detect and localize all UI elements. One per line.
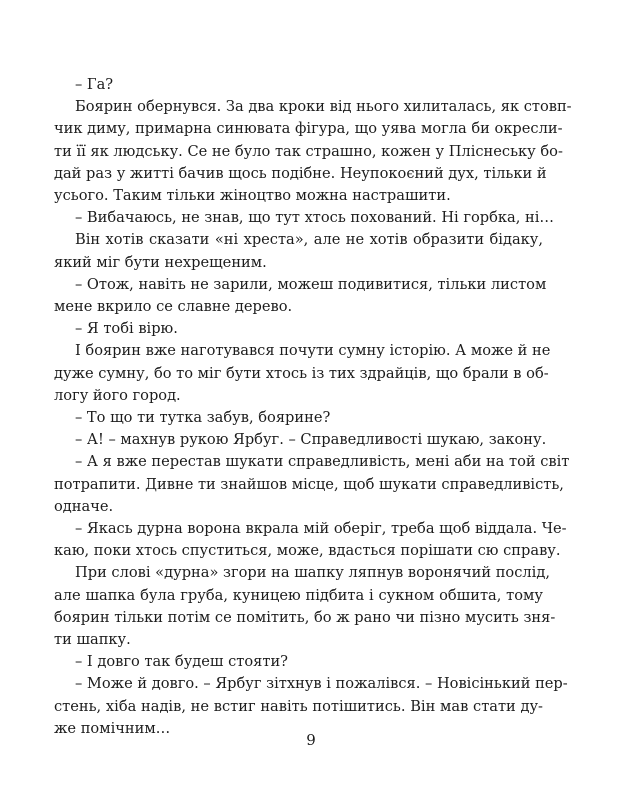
text-line: – А! – махнув рукою Ярбуг. – Справедливості шукаю, закону. [75, 431, 547, 449]
text-line: дай раз у житті бачив щось подібне. Неупокоєний дух, тільки й [54, 164, 547, 182]
text-line: же помічним… [54, 719, 171, 737]
text-line: ти її як людську. Се не було так страшно, кожен у Пліснеську бо- [54, 142, 563, 160]
text-line: І боярин вже наготувався почути сумну історію. А може й не [75, 342, 551, 360]
text-line: дуже сумну, бо то міг бути хтось із тих здрайців, що брали в об- [54, 364, 549, 382]
text-line: ти шапку. [54, 631, 131, 649]
text-line: мене вкрило се славне дерево. [54, 298, 293, 316]
text-line: який міг бути нехрещеним. [54, 253, 267, 271]
text-line: чик диму, примарна синювата фігура, що уява могла би окресли- [54, 120, 563, 138]
text-line: – То що ти тутка забув, боярине? [75, 409, 331, 427]
text-line: При слові «дурна» згори на шапку ляпнув воронячий послід, [75, 564, 550, 582]
body-text [54, 74, 572, 740]
text-line: – Я тобі вірю. [75, 320, 178, 338]
text-line: – Якась дурна ворона вкрала мій оберіг, треба щоб віддала. Че- [75, 520, 567, 538]
text-line: одначе. [54, 497, 114, 515]
text-line: – Вибачаюсь, не знав, що тут хтось похований. Ні горбка, ні… [75, 209, 555, 227]
text-line: боярин тільки потім се помітить, бо ж рано чи пізно мусить зня- [54, 608, 556, 626]
text-line: Боярин обернувся. За два кроки від нього хилиталась, як стовп- [75, 98, 572, 116]
text-line: потрапити. Дивне ти знайшов місце, щоб шукати справедливість, [54, 475, 564, 493]
text-line: стень, хіба надів, не встиг навіть потішитись. Він мав стати ду- [54, 697, 543, 715]
page-number: 9 [306, 731, 316, 749]
text-line: Він хотів сказати «ні хреста», але не хотів образити бідаку, [75, 231, 543, 249]
text-line: – А я вже перестав шукати справедливість, мені аби на той світ [75, 453, 570, 471]
text-line: – Га? [75, 76, 114, 93]
text-line: логу його город. [54, 386, 181, 404]
text-line: але шапка була груба, куницею підбита і сукном обшита, тому [54, 586, 543, 604]
text-line: – Може й довго. – Ярбуг зітхнув і пожалівся. – Новісінький пер- [75, 675, 568, 693]
text-line: каю, поки хтось спуститься, може, вдасться порішати сю справу. [54, 542, 561, 560]
text-line: – І довго так будеш стояти? [75, 653, 288, 671]
text-line: усього. Таким тільки жіноцтво можна настрашити. [54, 187, 451, 205]
text-line: – Отож, навіть не зарили, можеш подивитися, тільки листом [75, 275, 547, 293]
